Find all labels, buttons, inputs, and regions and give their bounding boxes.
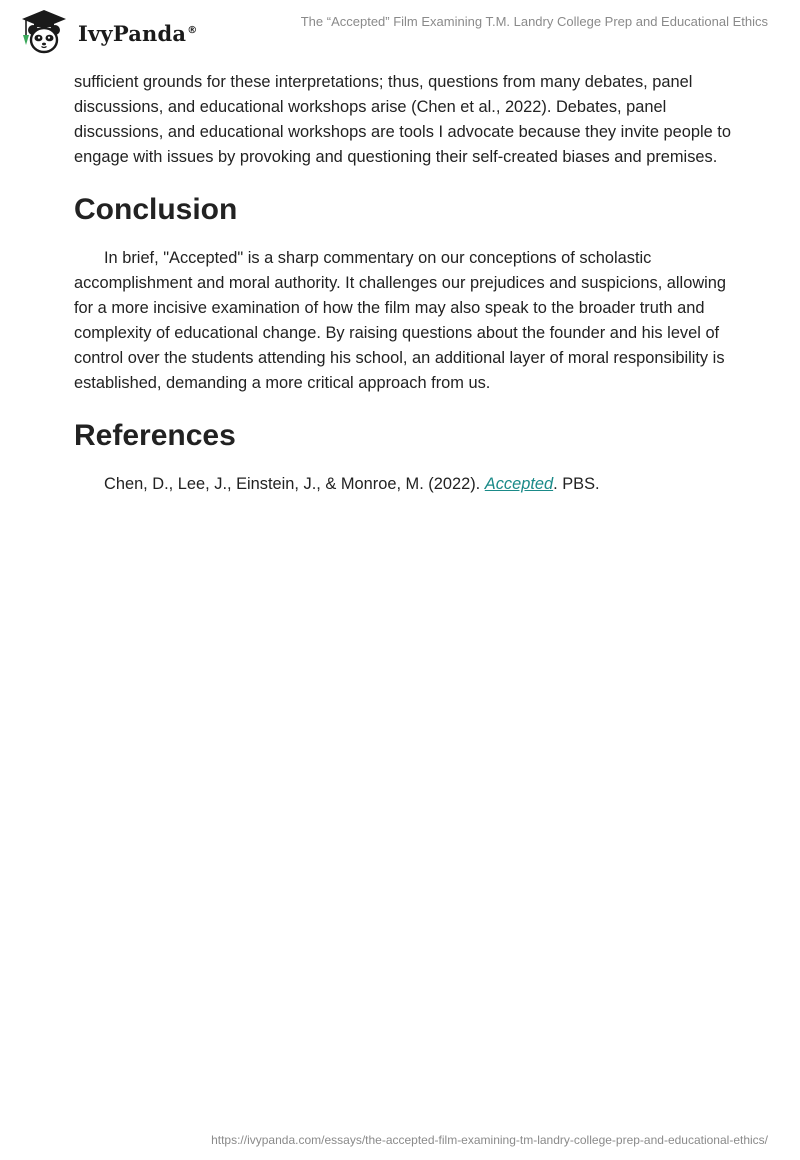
logo-wordmark — [78, 21, 197, 46]
reference-authors-year: Chen, D., Lee, J., Einstein, J., & Monroe, M. (2022). — [104, 475, 485, 493]
conclusion-heading: Conclusion — [74, 193, 238, 226]
registered-mark: ® — [187, 24, 198, 36]
continuation-paragraph: sufficient grounds for these interpretations; thus, questions from many debates, panel discussions, and educational workshops arise (Chen et al., 2022). Debates, panel discussions, and educational workshops are tools I advocate because they invite people to engage with issues by provoking and questioning their self-created biases and premises. — [74, 73, 731, 166]
reference-entry — [74, 472, 734, 497]
logo-text: IvyPanda — [78, 20, 187, 46]
running-title: The “Accepted” Film Examining T.M. Landry College Prep and Educational Ethics — [300, 14, 768, 29]
references-heading: References — [74, 419, 236, 452]
essay-content — [74, 70, 734, 497]
panda-graduate-icon — [16, 8, 72, 56]
reference-title-link[interactable]: Accepted — [484, 475, 554, 493]
page-header — [0, 0, 800, 64]
footer-url[interactable]: https://ivypanda.com/essays/the-accepted-film-examining-tm-landry-college-prep-and-educational-ethics/ — [211, 1133, 768, 1147]
reference-publisher: . PBS. — [553, 475, 600, 493]
conclusion-paragraph: In brief, "Accepted" is a sharp commentary on our conceptions of scholastic accomplishment and moral authority. It challenges our prejudices and suspicions, allowing for a more incisive examination of how the film may also speak to the broader truth and complexity of educational change. By raising questions about the founder and his level of control over the students attending his school, an additional layer of moral responsibility is established, demanding a more critical approach from us. — [74, 249, 727, 392]
ivypanda-logo[interactable] — [16, 8, 197, 56]
